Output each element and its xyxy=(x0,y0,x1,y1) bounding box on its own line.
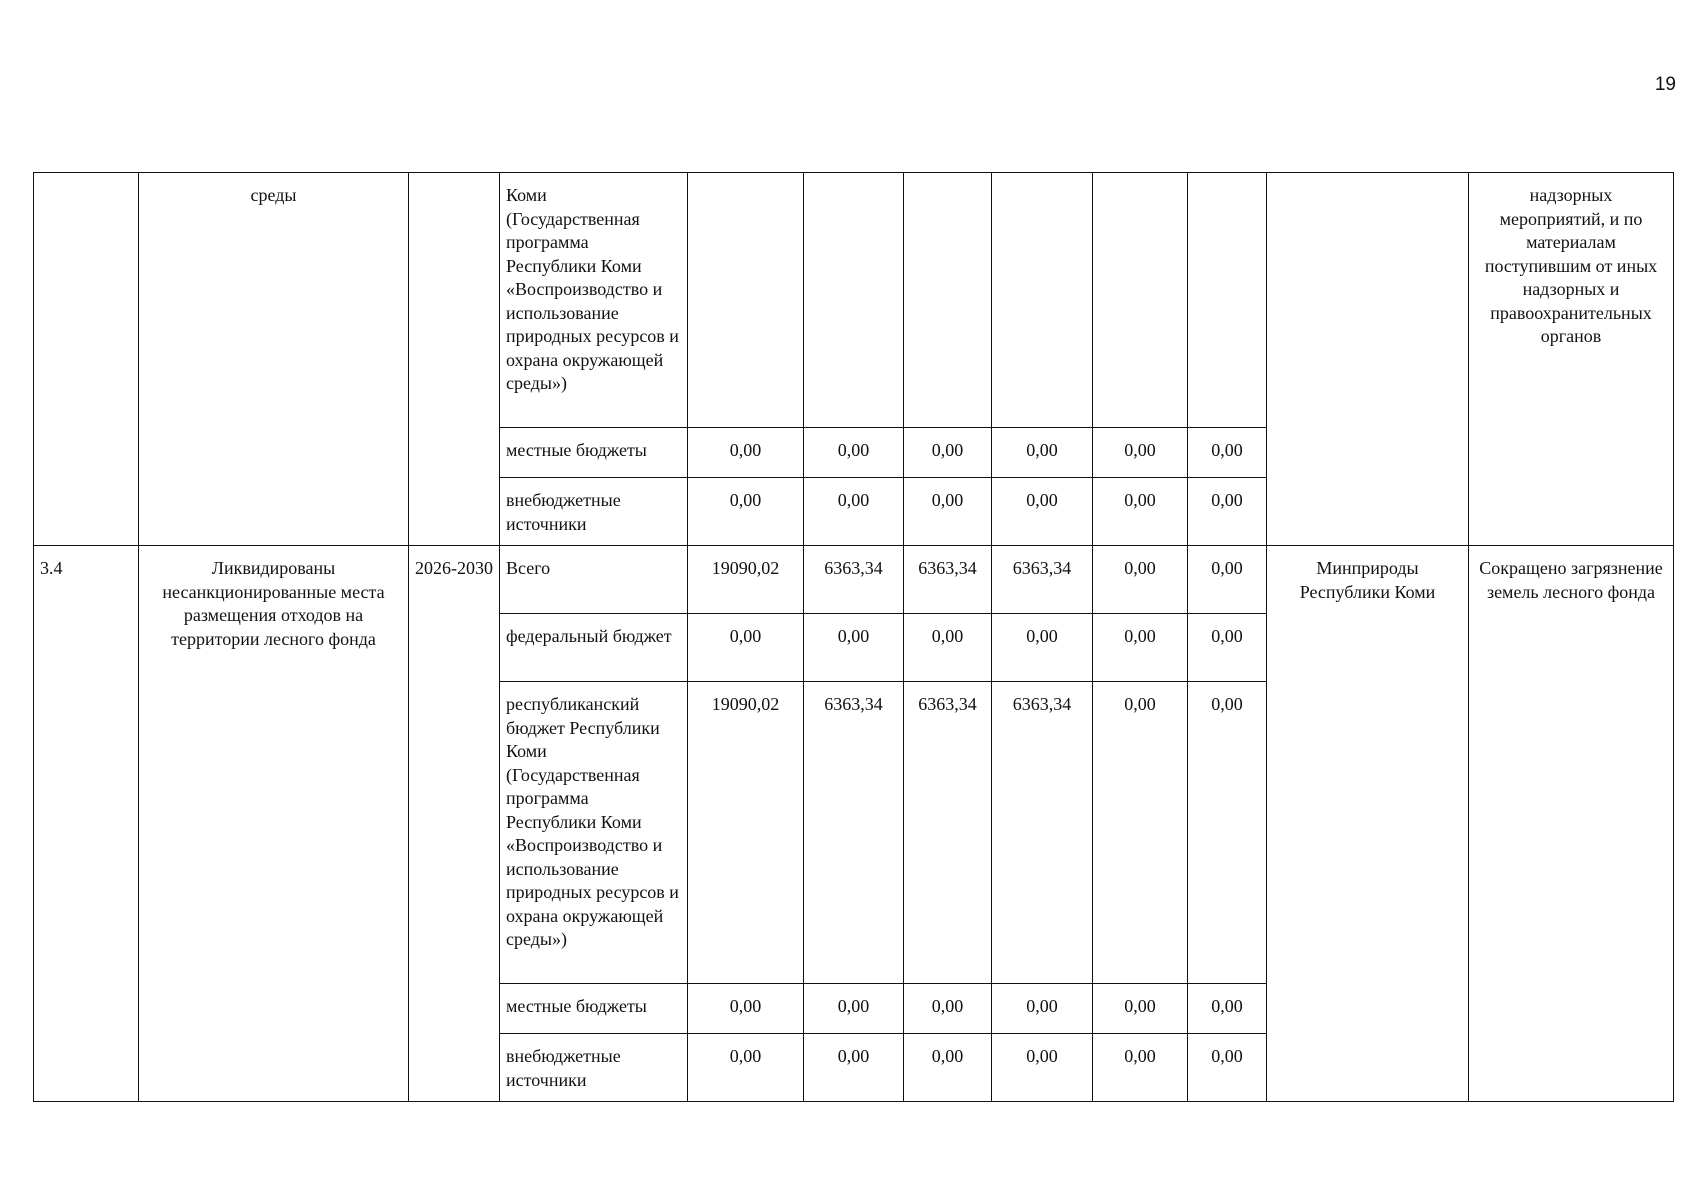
value-cell: 6363,34 xyxy=(904,546,992,614)
value-cell: 0,00 xyxy=(1093,546,1188,614)
period-cell xyxy=(409,173,500,546)
value-cell: 0,00 xyxy=(904,614,992,682)
table-row xyxy=(34,173,1674,428)
value-cell xyxy=(1093,173,1188,428)
value-cell: 0,00 xyxy=(1188,682,1267,984)
value-cell: 0,00 xyxy=(992,614,1093,682)
value-cell xyxy=(688,173,804,428)
measure-number-cell xyxy=(34,173,139,546)
value-cell: 0,00 xyxy=(804,614,904,682)
funding-source-label: внебюджетные источники xyxy=(500,478,688,546)
executor-cell: Минприроды Республики Коми xyxy=(1267,546,1469,1102)
value-cell: 6363,34 xyxy=(992,682,1093,984)
value-cell: 0,00 xyxy=(992,1034,1093,1102)
period-cell: 2026-2030 xyxy=(409,546,500,1102)
value-cell: 0,00 xyxy=(688,478,804,546)
funding-source-label: Всего xyxy=(500,546,688,614)
value-cell: 0,00 xyxy=(1188,984,1267,1034)
value-cell: 0,00 xyxy=(1093,1034,1188,1102)
value-cell: 0,00 xyxy=(904,478,992,546)
program-measures-table xyxy=(33,172,1674,1102)
funding-source-label: федеральный бюджет xyxy=(500,614,688,682)
value-cell: 0,00 xyxy=(992,428,1093,478)
result-cell: Сокращено загрязнение земель лесного фонда xyxy=(1469,546,1674,1102)
value-cell xyxy=(804,173,904,428)
funding-source-label: республиканский бюджет Республики Коми (Государственная программа Республики Коми «Воспроизводство и использование природных ресурсов и охрана окружающей среды») xyxy=(500,682,688,984)
value-cell: 19090,02 xyxy=(688,546,804,614)
table-row xyxy=(34,546,1674,614)
value-cell: 19090,02 xyxy=(688,682,804,984)
value-cell: 6363,34 xyxy=(804,546,904,614)
value-cell: 0,00 xyxy=(904,1034,992,1102)
value-cell: 0,00 xyxy=(804,428,904,478)
value-cell: 0,00 xyxy=(904,428,992,478)
value-cell: 0,00 xyxy=(992,478,1093,546)
value-cell xyxy=(992,173,1093,428)
value-cell xyxy=(1188,173,1267,428)
value-cell: 0,00 xyxy=(1093,984,1188,1034)
value-cell: 0,00 xyxy=(1188,546,1267,614)
value-cell: 0,00 xyxy=(688,984,804,1034)
value-cell: 0,00 xyxy=(804,478,904,546)
value-cell: 0,00 xyxy=(1188,428,1267,478)
value-cell: 0,00 xyxy=(688,1034,804,1102)
value-cell: 6363,34 xyxy=(804,682,904,984)
funding-source-label: местные бюджеты xyxy=(500,428,688,478)
value-cell: 0,00 xyxy=(904,984,992,1034)
measure-name-cell: Ликвидированы несанкционированные места размещения отходов на территории лесного фонда xyxy=(139,546,409,1102)
value-cell: 0,00 xyxy=(1093,478,1188,546)
measure-number-cell: 3.4 xyxy=(34,546,139,1102)
value-cell: 6363,34 xyxy=(904,682,992,984)
value-cell: 0,00 xyxy=(688,428,804,478)
value-cell: 6363,34 xyxy=(992,546,1093,614)
value-cell: 0,00 xyxy=(992,984,1093,1034)
executor-cell xyxy=(1267,173,1469,546)
result-cell: надзорных мероприятий, и по материалам поступившим от иных надзорных и правоохранительных органов xyxy=(1469,173,1674,546)
funding-source-label: Коми (Государственная программа Республики Коми «Воспроизводство и использование природных ресурсов и охрана окружающей среды») xyxy=(500,173,688,428)
page-number: 19 xyxy=(1654,74,1676,95)
value-cell: 0,00 xyxy=(804,1034,904,1102)
value-cell: 0,00 xyxy=(1188,1034,1267,1102)
value-cell: 0,00 xyxy=(804,984,904,1034)
measure-name-cell: среды xyxy=(139,173,409,546)
value-cell: 0,00 xyxy=(1188,614,1267,682)
value-cell: 0,00 xyxy=(1093,682,1188,984)
funding-source-label: внебюджетные источники xyxy=(500,1034,688,1102)
value-cell: 0,00 xyxy=(1093,428,1188,478)
funding-source-label: местные бюджеты xyxy=(500,984,688,1034)
value-cell: 0,00 xyxy=(688,614,804,682)
value-cell: 0,00 xyxy=(1093,614,1188,682)
value-cell: 0,00 xyxy=(1188,478,1267,546)
value-cell xyxy=(904,173,992,428)
